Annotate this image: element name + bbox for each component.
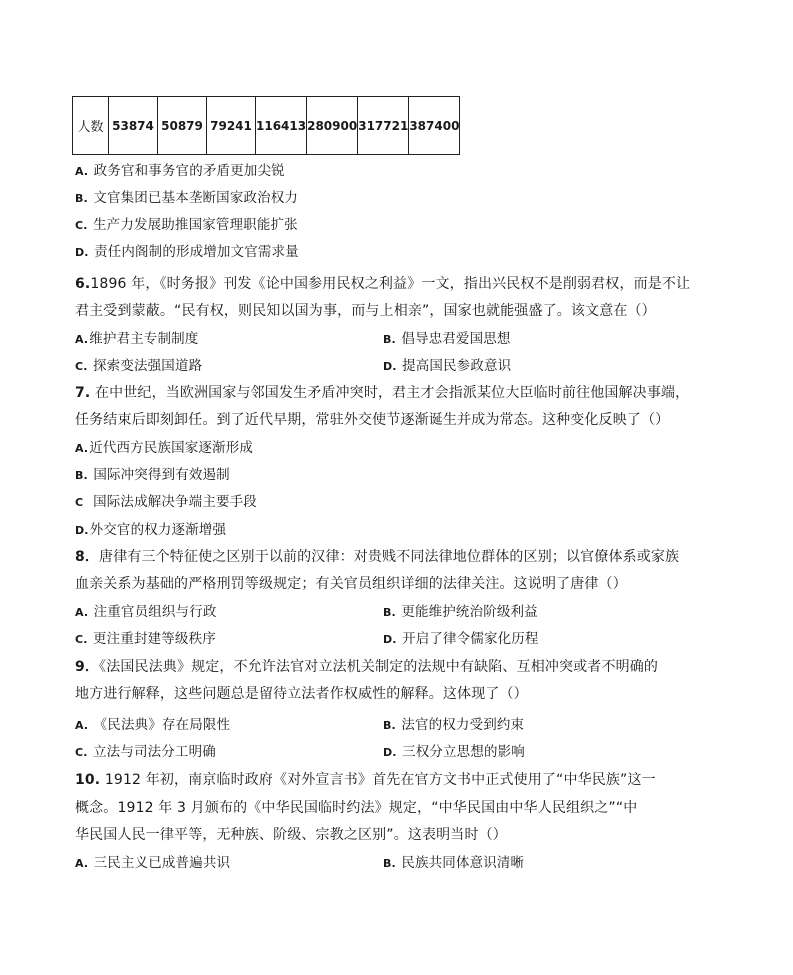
q10-stem-line-2: 概念。1912 年 3 月颁布的《中华民国临时约法》规定，“中华民国由中华人民组织之”“中 bbox=[75, 800, 638, 816]
q9-option-d: D. 三权分立思想的影响 bbox=[383, 744, 525, 760]
q7-option-c: C 国际法成解决争端主要手段 bbox=[75, 494, 257, 510]
q9-option-c: C. 立法与司法分工明确 bbox=[75, 744, 216, 760]
q8-option-d: D. 开启了律令儒家化历程 bbox=[383, 631, 539, 647]
q8-stem-line-1: 8．唐律有三个特征使之区别于以前的汉律：对贵贱不同法律地位群体的区别；以官僚体系或家族 bbox=[75, 549, 680, 565]
q5-option-b: B. 文官集团已基本垄断国家政治权力 bbox=[75, 190, 299, 206]
q7-stem-line-2: 任务结束后即刻卸任。到了近代早期，常驻外交使节逐渐诞生并成为常态。这种变化反映了（） bbox=[75, 412, 670, 428]
table-cell: 280900 bbox=[307, 97, 358, 155]
table-row bbox=[73, 97, 460, 155]
q6-option-a: A.维护君主专制制度 bbox=[75, 331, 199, 347]
q9-stem-line-1: 9．《法国民法典》规定，不允许法官对立法机关制定的法规中有缺陷、互相冲突或者不明确的 bbox=[75, 659, 659, 675]
q10-option-a: A. 三民主义已成普遍共识 bbox=[75, 855, 231, 871]
q9-option-b: B. 法官的权力受到约束 bbox=[383, 717, 525, 733]
table-label-cell: 人数 bbox=[73, 97, 109, 155]
q6-option-b: B. 倡导忠君爱国思想 bbox=[383, 331, 511, 347]
table-cell: 79241 bbox=[207, 97, 256, 155]
q8-option-a: A. 注重官员组织与行政 bbox=[75, 604, 217, 620]
population-table bbox=[72, 96, 460, 155]
table-cell: 317721 bbox=[358, 97, 409, 155]
table-cell: 387400 bbox=[409, 97, 460, 155]
q7-option-b: B. 国际冲突得到有效遏制 bbox=[75, 467, 230, 483]
q7-option-a: A.近代西方民族国家逐渐形成 bbox=[75, 440, 254, 456]
q7-stem-line-1: 7. 在中世纪，当欧洲国家与邻国发生矛盾冲突时，君主才会指派某位大臣临时前往他国解决事端， bbox=[75, 385, 690, 401]
q10-stem-line-3: 华民国人民一律平等，无种族、阶级、宗教之区别”。这表明当时（） bbox=[75, 827, 507, 843]
q6-stem-line-2: 君主受到蒙蔽。“民有权，则民知以国为事，而与上相亲”，国家也就能强盛了。该文意在（） bbox=[75, 303, 656, 319]
table-cell: 53874 bbox=[109, 97, 158, 155]
q6-stem-line-1: 6.1896 年，《时务报》刊发《论中国参用民权之利益》一文，指出兴民权不是削弱君权，而是不让 bbox=[75, 276, 691, 292]
q5-option-a: A. 政务官和事务官的矛盾更加尖锐 bbox=[75, 163, 285, 179]
q6-option-c: C. 探索变法强国道路 bbox=[75, 358, 203, 374]
q8-option-b: B. 更能维护统治阶级利益 bbox=[383, 604, 538, 620]
q10-stem-line-1: 10. 1912 年初，南京临时政府《对外宣言书》首先在官方文书中正式使用了“中华民族”这一 bbox=[75, 772, 656, 788]
q8-stem-line-2: 血亲关系为基础的严格刑罚等级规定；有关官员组织详细的法律关注。这说明了唐律（） bbox=[75, 576, 627, 592]
table-cell: 116413 bbox=[256, 97, 307, 155]
q7-option-d: D.外交官的权力逐渐增强 bbox=[75, 522, 227, 538]
q8-option-c: C. 更注重封建等级秩序 bbox=[75, 631, 216, 647]
q5-option-c: C. 生产力发展助推国家管理职能扩张 bbox=[75, 217, 298, 233]
q10-option-b: B. 民族共同体意识清晰 bbox=[383, 855, 525, 871]
q5-option-d: D. 责任内阁制的形成增加文官需求量 bbox=[75, 244, 299, 260]
table-cell: 50879 bbox=[158, 97, 207, 155]
q6-option-d: D. 提高国民参政意识 bbox=[383, 358, 512, 374]
q9-option-a: A. 《民法典》存在局限性 bbox=[75, 717, 231, 733]
q9-stem-line-2: 地方进行解释，这些问题总是留待立法者作权威性的解释。这体现了（） bbox=[75, 686, 528, 702]
